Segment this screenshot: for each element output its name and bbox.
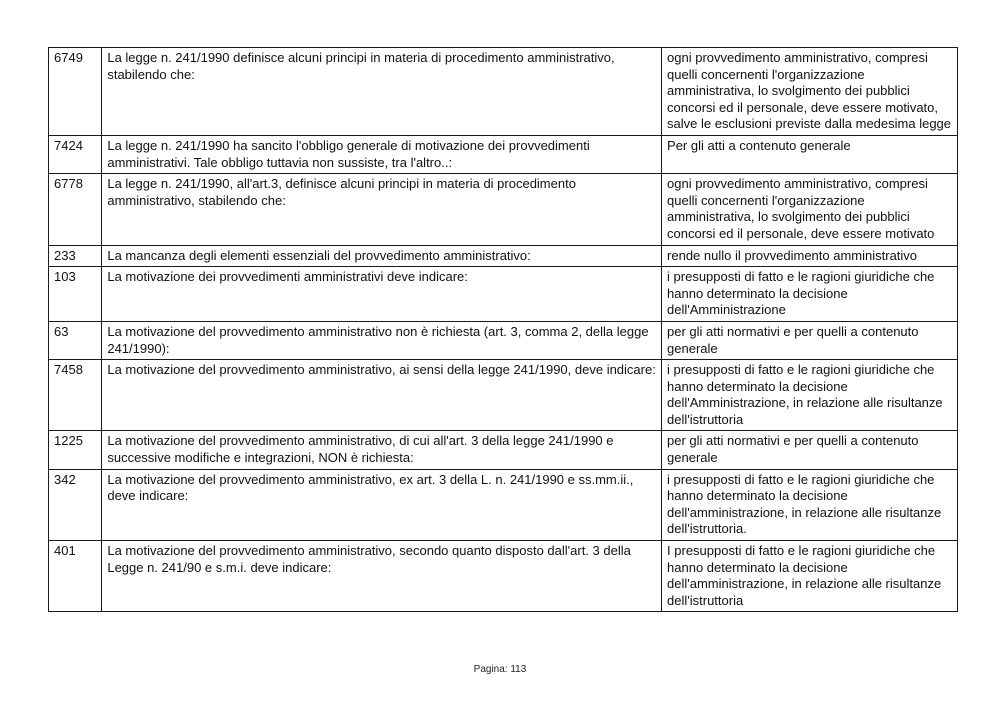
- question-id-cell: 1225: [49, 431, 102, 469]
- question-text-cell: La legge n. 241/1990, all'art.3, definisce alcuni principi in materia di procedimento amministrativo, stabilendo che:: [102, 174, 662, 245]
- table-row: [49, 321, 958, 359]
- answer-text-cell: rende nullo il provvedimento amministrativo: [662, 245, 958, 267]
- question-text-cell: La legge n. 241/1990 ha sancito l'obbligo generale di motivazione dei provvedimenti amministrativi. Tale obbligo tuttavia non sussiste, tra l'altro..:: [102, 135, 662, 173]
- questions-table-body: [49, 48, 958, 612]
- question-text-cell: La mancanza degli elementi essenziali del provvedimento amministrativo:: [102, 245, 662, 267]
- answer-text-cell: i presupposti di fatto e le ragioni giuridiche che hanno determinato la decisione dell'amministrazione, in relazione alle risultanze dell'istruttoria.: [662, 469, 958, 540]
- question-text-cell: La motivazione del provvedimento amministrativo non è richiesta (art. 3, comma 2, della legge 241/1990):: [102, 321, 662, 359]
- answer-text-cell: ogni provvedimento amministrativo, compresi quelli concernenti l'organizzazione amministrativa, lo svolgimento dei pubblici concorsi ed il personale, deve essere motivato, salve le esclusioni previste dalla medesima legge: [662, 48, 958, 136]
- answer-text-cell: ogni provvedimento amministrativo, compresi quelli concernenti l'organizzazione amministrativa, lo svolgimento dei pubblici concorsi ed il personale, deve essere motivato: [662, 174, 958, 245]
- question-id-cell: 401: [49, 541, 102, 612]
- table-row: [49, 431, 958, 469]
- question-id-cell: 342: [49, 469, 102, 540]
- answer-text-cell: I presupposti di fatto e le ragioni giuridiche che hanno determinato la decisione dell'amministrazione, in relazione alle risultanze dell'istruttoria: [662, 541, 958, 612]
- page-number: Pagina: 113: [473, 664, 527, 675]
- question-text-cell: La motivazione del provvedimento amministrativo, secondo quanto disposto dall'art. 3 della Legge n. 241/90 e s.m.i. deve indicare:: [102, 541, 662, 612]
- table-row: [49, 267, 958, 322]
- question-text-cell: La motivazione dei provvedimenti amministrativi deve indicare:: [102, 267, 662, 322]
- question-id-cell: 6749: [49, 48, 102, 136]
- question-id-cell: 7458: [49, 360, 102, 431]
- table-row: [49, 541, 958, 612]
- table-row: [49, 174, 958, 245]
- answer-text-cell: Per gli atti a contenuto generale: [662, 135, 958, 173]
- question-text-cell: La motivazione del provvedimento amministrativo, ai sensi della legge 241/1990, deve indicare:: [102, 360, 662, 431]
- answer-text-cell: i presupposti di fatto e le ragioni giuridiche che hanno determinato la decisione dell'Amministrazione: [662, 267, 958, 322]
- question-id-cell: 103: [49, 267, 102, 322]
- question-text-cell: La legge n. 241/1990 definisce alcuni principi in materia di procedimento amministrativo, stabilendo che:: [102, 48, 662, 136]
- question-text-cell: La motivazione del provvedimento amministrativo, ex art. 3 della L. n. 241/1990 e ss.mm.ii., deve indicare:: [102, 469, 662, 540]
- table-row: [49, 469, 958, 540]
- question-id-cell: 63: [49, 321, 102, 359]
- answer-text-cell: i presupposti di fatto e le ragioni giuridiche che hanno determinato la decisione dell'Amministrazione, in relazione alle risultanze dell'istruttoria: [662, 360, 958, 431]
- answer-text-cell: per gli atti normativi e per quelli a contenuto generale: [662, 431, 958, 469]
- question-text-cell: La motivazione del provvedimento amministrativo, di cui all'art. 3 della legge 241/1990 e successive modifiche e integrazioni, NON è richiesta:: [102, 431, 662, 469]
- table-row: [49, 48, 958, 136]
- answer-text-cell: per gli atti normativi e per quelli a contenuto generale: [662, 321, 958, 359]
- question-id-cell: 233: [49, 245, 102, 267]
- questions-table: [48, 47, 958, 612]
- question-id-cell: 7424: [49, 135, 102, 173]
- table-row: [49, 360, 958, 431]
- table-row: [49, 135, 958, 173]
- question-id-cell: 6778: [49, 174, 102, 245]
- table-row: [49, 245, 958, 267]
